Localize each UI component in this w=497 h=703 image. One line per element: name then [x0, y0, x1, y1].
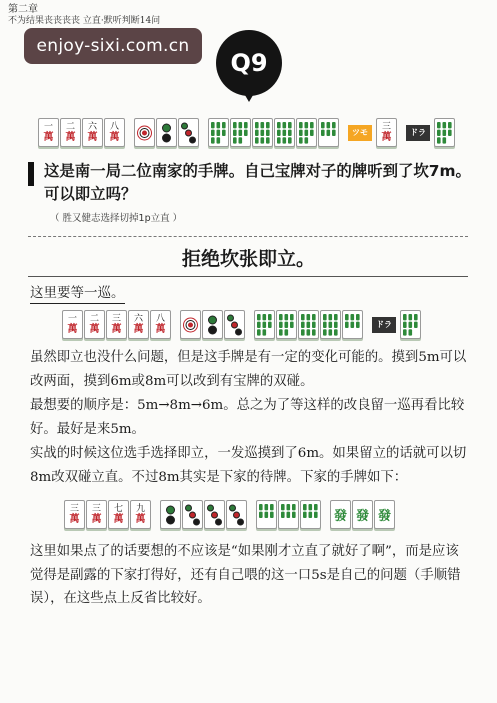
bamboo-icon [320, 121, 337, 145]
bamboo-icon [302, 503, 319, 527]
sou-tile [296, 118, 317, 147]
pin-3-tile [224, 310, 245, 339]
bamboo-icon [300, 313, 317, 337]
tsumo-label: ツモ [348, 125, 372, 141]
man-glyph-icon: 萬 [67, 324, 78, 335]
pin-3-icon [226, 313, 243, 337]
pin-2-tile [202, 310, 223, 339]
sou-tile [298, 310, 319, 339]
bamboo-icon [298, 121, 315, 145]
tile-number: 六 [87, 122, 97, 132]
sou-tile [320, 310, 341, 339]
man-tile [128, 310, 149, 339]
pin-2-icon [158, 121, 175, 145]
paragraph-4: 这里如果点了的话要想的不应该是“如果刚才立直了就好了啊”，而是应该觉得是副露的下家打得好，还有自己喂的这一口5s是自己的问题（手顺错误），在这些点上反省比较好。 [30, 544, 461, 606]
man-glyph-icon: 萬 [91, 514, 102, 525]
question-badge-pointer [242, 90, 256, 102]
bamboo-icon [436, 121, 453, 145]
pin-3-tile [204, 500, 225, 529]
man-glyph-icon: 萬 [155, 324, 166, 335]
man-tile [86, 500, 107, 529]
tile-number: 二 [65, 122, 75, 132]
paragraph-2: 最想要的顺序是：5m→8m→6m。总之为了等这样的改良留一巡再看比较好。最好是来5m。 [30, 398, 465, 437]
man-glyph-icon: 萬 [87, 132, 98, 143]
man-tile [106, 310, 127, 339]
bamboo-icon [322, 313, 339, 337]
tile-number: 二 [89, 314, 99, 324]
bamboo-icon [232, 121, 249, 145]
pin-3-icon [228, 503, 245, 527]
hand-tiles-suggested [62, 310, 422, 339]
bamboo-icon [344, 313, 361, 337]
tile-number: 八 [109, 122, 119, 132]
sou-tile [208, 118, 229, 147]
sou-tile [278, 500, 299, 529]
bamboo-icon [254, 121, 271, 145]
sou-tile [342, 310, 363, 339]
bamboo-icon [258, 503, 275, 527]
man-tile [130, 500, 151, 529]
tile-number: 七 [113, 504, 123, 514]
tile-number: 一 [43, 122, 53, 132]
dashed-divider [28, 236, 468, 237]
question-marker [28, 162, 34, 186]
tile-number: 八 [155, 314, 165, 324]
tile-number: 三 [111, 314, 121, 324]
paragraph-1: 虽然即立也没什么问题，但是这手牌是有一定的变化可能的。摸到5m可以改两面，摸到6m或8m可以改到有宝牌的双碰。 [30, 350, 467, 389]
hatsu-tile [374, 500, 395, 529]
man-glyph-icon: 萬 [113, 514, 124, 525]
sou-tile [274, 118, 295, 147]
man-tile [82, 118, 103, 147]
bamboo-icon [278, 313, 295, 337]
sou-tile [230, 118, 251, 147]
man-glyph-icon: 萬 [133, 324, 144, 335]
man-tile [104, 118, 125, 147]
hatsu-tile [352, 500, 373, 529]
paragraph-3: 实战的时候这位选手选择即立，一发巡摸到了6m。如果留立的话就可以切8m改双碰立直。不过8m其实是下家的待牌。下家的手牌如下： [30, 446, 467, 485]
bamboo-icon [210, 121, 227, 145]
man-tile [108, 500, 129, 529]
man-tile [60, 118, 81, 147]
hand-tiles-question [38, 118, 456, 147]
question-note: （ 胜又健志选择切掉1p立直 ） [50, 213, 183, 224]
question-text: 这是南一局二位南家的手牌。自己宝牌对子的牌听到了坎7m。可以即立吗？ [44, 162, 471, 203]
bamboo-icon [402, 313, 419, 337]
man-tile [84, 310, 105, 339]
dora-label: ドラ [372, 317, 396, 333]
man-glyph-icon: 萬 [111, 324, 122, 335]
dora-label: ドラ [406, 125, 430, 141]
pin-2-icon [162, 503, 179, 527]
man-glyph-icon: 萬 [43, 132, 54, 143]
watermark-banner: enjoy-sixi.com.cn [24, 28, 202, 64]
answer-title: 拒绝坎张即立。 [181, 248, 315, 270]
bamboo-icon [276, 121, 293, 145]
man-tile [64, 500, 85, 529]
pin-3-icon [180, 121, 197, 145]
chapter-label: 第二章 [8, 4, 38, 15]
pin-3-tile [182, 500, 203, 529]
hatsu-glyph: 發 [355, 509, 369, 524]
pin-1-tile [134, 118, 155, 147]
sou-tile [318, 118, 339, 147]
sou-tile [300, 500, 321, 529]
pin-3-tile [226, 500, 247, 529]
man-tile [376, 118, 397, 147]
man-glyph-icon: 萬 [381, 132, 392, 143]
pin-1-tile [180, 310, 201, 339]
sou-tile [256, 500, 277, 529]
man-glyph-icon: 萬 [135, 514, 146, 525]
answer-underline [28, 276, 468, 277]
sou-tile [434, 118, 455, 147]
bamboo-icon [280, 503, 297, 527]
tile-number: 一 [67, 314, 77, 324]
pin-1-icon [182, 313, 199, 337]
sou-tile [276, 310, 297, 339]
tile-number: 九 [135, 504, 145, 514]
man-glyph-icon: 萬 [69, 514, 80, 525]
sou-tile [252, 118, 273, 147]
bamboo-icon [256, 313, 273, 337]
pin-3-tile [178, 118, 199, 147]
man-tile [150, 310, 171, 339]
tile-number: 三 [91, 504, 101, 514]
tile-number: 六 [133, 314, 143, 324]
question-badge: Q9 [216, 30, 282, 96]
man-glyph-icon: 萬 [89, 324, 100, 335]
hatsu-glyph: 發 [333, 509, 347, 524]
hand-tiles-opponent [64, 500, 396, 529]
sou-tile [400, 310, 421, 339]
pin-3-icon [184, 503, 201, 527]
pin-2-tile [156, 118, 177, 147]
sou-tile [254, 310, 275, 339]
chapter-subtitle: 不为结果丧丧丧丧 立直·默听判断14问 [8, 16, 161, 26]
pin-3-icon [206, 503, 223, 527]
hatsu-glyph: 發 [377, 509, 391, 524]
section-title: 这里要等一巡。 [30, 284, 125, 304]
man-glyph-icon: 萬 [65, 132, 76, 143]
tile-number: 三 [381, 122, 391, 132]
pin-2-icon [204, 313, 221, 337]
pin-1-icon [136, 121, 153, 145]
tile-number: 三 [69, 504, 79, 514]
man-tile [38, 118, 59, 147]
hatsu-tile [330, 500, 351, 529]
man-glyph-icon: 萬 [109, 132, 120, 143]
pin-2-tile [160, 500, 181, 529]
man-tile [62, 310, 83, 339]
